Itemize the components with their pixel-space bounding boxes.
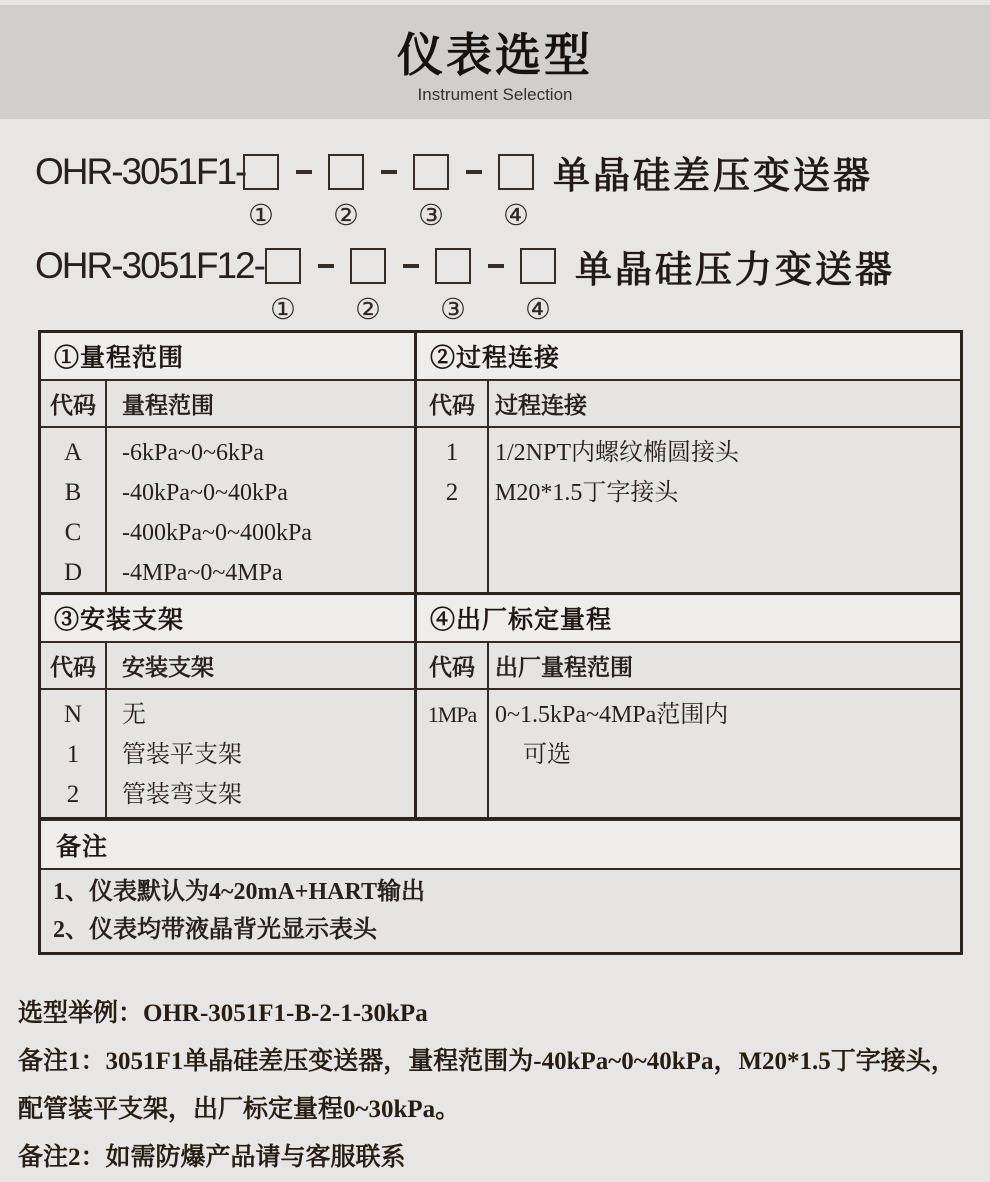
selection-table (38, 330, 963, 955)
connection-code: 2 (445, 479, 459, 506)
circled-2: ② (333, 200, 359, 232)
remark-note-1: 1、仪表默认为4~20mA+HART输出 (53, 879, 425, 905)
dash-separator (488, 264, 504, 268)
section4-desc-header: 出厂量程范围 (495, 655, 633, 680)
option-box-1 (265, 248, 301, 284)
option-box-cell (413, 154, 498, 190)
remark-header-row (41, 820, 960, 870)
range-code: A (63, 439, 83, 466)
calibration-range: 0~1.5kPa~4MPa范围内 (495, 702, 729, 728)
footer-note-1: 备注1：3051F1单晶硅差压变送器，量程范围为-40kPa~0~40kPa，M20*1.5丁字接头，配管装平支架，出厂标定量程0~30kPa。 (18, 1048, 956, 1123)
range-value: -400kPa~0~400kPa (122, 520, 312, 546)
dash-separator (403, 264, 419, 268)
dash-separator (381, 170, 397, 174)
range-value: -6kPa~0~6kPa (122, 440, 264, 466)
option-box-3 (413, 154, 449, 190)
option-box-cell (243, 154, 328, 190)
section-header-row-1 (41, 333, 960, 381)
model-description-1: 单晶硅差压变送器 (553, 155, 873, 196)
option-box-cell (350, 248, 435, 284)
circled-2: ② (355, 294, 381, 326)
range-code: D (63, 559, 83, 586)
option-box-2 (328, 154, 364, 190)
section2-desc-header: 过程连接 (495, 393, 587, 418)
option-box-cell (498, 154, 534, 190)
bracket-code: 1 (66, 741, 80, 768)
title-banner (0, 5, 990, 119)
section2-code-header: 代码 (429, 393, 475, 418)
model-code-line-2 (35, 240, 895, 292)
remark-title: 备注 (56, 832, 109, 861)
bracket-value: 管装平支架 (122, 742, 242, 768)
dash-separator (318, 264, 334, 268)
option-box-3 (435, 248, 471, 284)
column-header-row-2 (41, 643, 960, 690)
footer-notes (18, 990, 970, 1182)
option-box-cell (265, 248, 350, 284)
bracket-value: 无 (122, 702, 146, 728)
option-box-4 (498, 154, 534, 190)
option-box-cell (520, 248, 556, 284)
range-value: -40kPa~0~40kPa (122, 480, 288, 506)
position-markers-2 (265, 292, 605, 324)
circled-4: ④ (503, 200, 529, 232)
dash-separator (296, 170, 312, 174)
model-code-line-1 (35, 146, 873, 198)
range-code: C (64, 519, 82, 546)
connection-code: 1 (445, 439, 459, 466)
bracket-code: 2 (66, 781, 80, 808)
section4-title: ④出厂标定量程 (430, 606, 613, 634)
connection-value: 1/2NPT内螺纹椭圆接头 (495, 440, 740, 466)
section4-code-header: 代码 (429, 655, 475, 680)
circled-3: ③ (440, 294, 466, 326)
remark-notes (41, 870, 960, 951)
section3-code-header: 代码 (50, 655, 96, 680)
section3-desc-header: 安装支架 (122, 655, 214, 680)
footer-note-2: 备注2：如需防爆产品请与客服联系 (18, 1144, 406, 1171)
range-value: -4MPa~0~4MPa (122, 560, 283, 586)
range-code: B (64, 479, 82, 506)
bracket-code: N (63, 701, 83, 728)
model-description-2: 单晶硅压力变送器 (575, 249, 895, 290)
circled-1: ① (248, 200, 274, 232)
calibration-range-cont: 可选 (523, 742, 571, 768)
section1-code-header: 代码 (50, 393, 96, 418)
data-zone-lower (41, 690, 960, 820)
column-header-row-1 (41, 381, 960, 428)
data-zone-upper (41, 428, 960, 595)
section-header-row-2 (41, 595, 960, 643)
model-prefix-2: OHR-3051F12- (35, 245, 264, 286)
option-box-cell (328, 154, 413, 190)
position-markers-1 (243, 198, 583, 230)
circled-3: ③ (418, 200, 444, 232)
option-box-2 (350, 248, 386, 284)
selection-example: 选型举例：OHR-3051F1-B-2-1-30kPa (18, 1000, 428, 1027)
bracket-value: 管装弯支架 (122, 782, 242, 808)
circled-1: ① (270, 294, 296, 326)
section1-title: ①量程范围 (54, 344, 185, 372)
page-subtitle: Instrument Selection (417, 85, 573, 104)
calibration-code: 1MPa (427, 702, 477, 727)
dash-separator (466, 170, 482, 174)
section2-title: ②过程连接 (430, 344, 561, 372)
section3-title: ③安装支架 (54, 606, 185, 634)
page-title: 仪表选型 (397, 29, 593, 81)
connection-value: M20*1.5丁字接头 (495, 480, 679, 506)
model-prefix-1: OHR-3051F1- (35, 151, 246, 192)
option-box-cell (435, 248, 520, 284)
section1-desc-header: 量程范围 (122, 393, 214, 418)
option-box-4 (520, 248, 556, 284)
option-box-1 (243, 154, 279, 190)
remark-note-2: 2、仪表均带液晶背光显示表头 (53, 917, 377, 943)
circled-4: ④ (525, 294, 551, 326)
